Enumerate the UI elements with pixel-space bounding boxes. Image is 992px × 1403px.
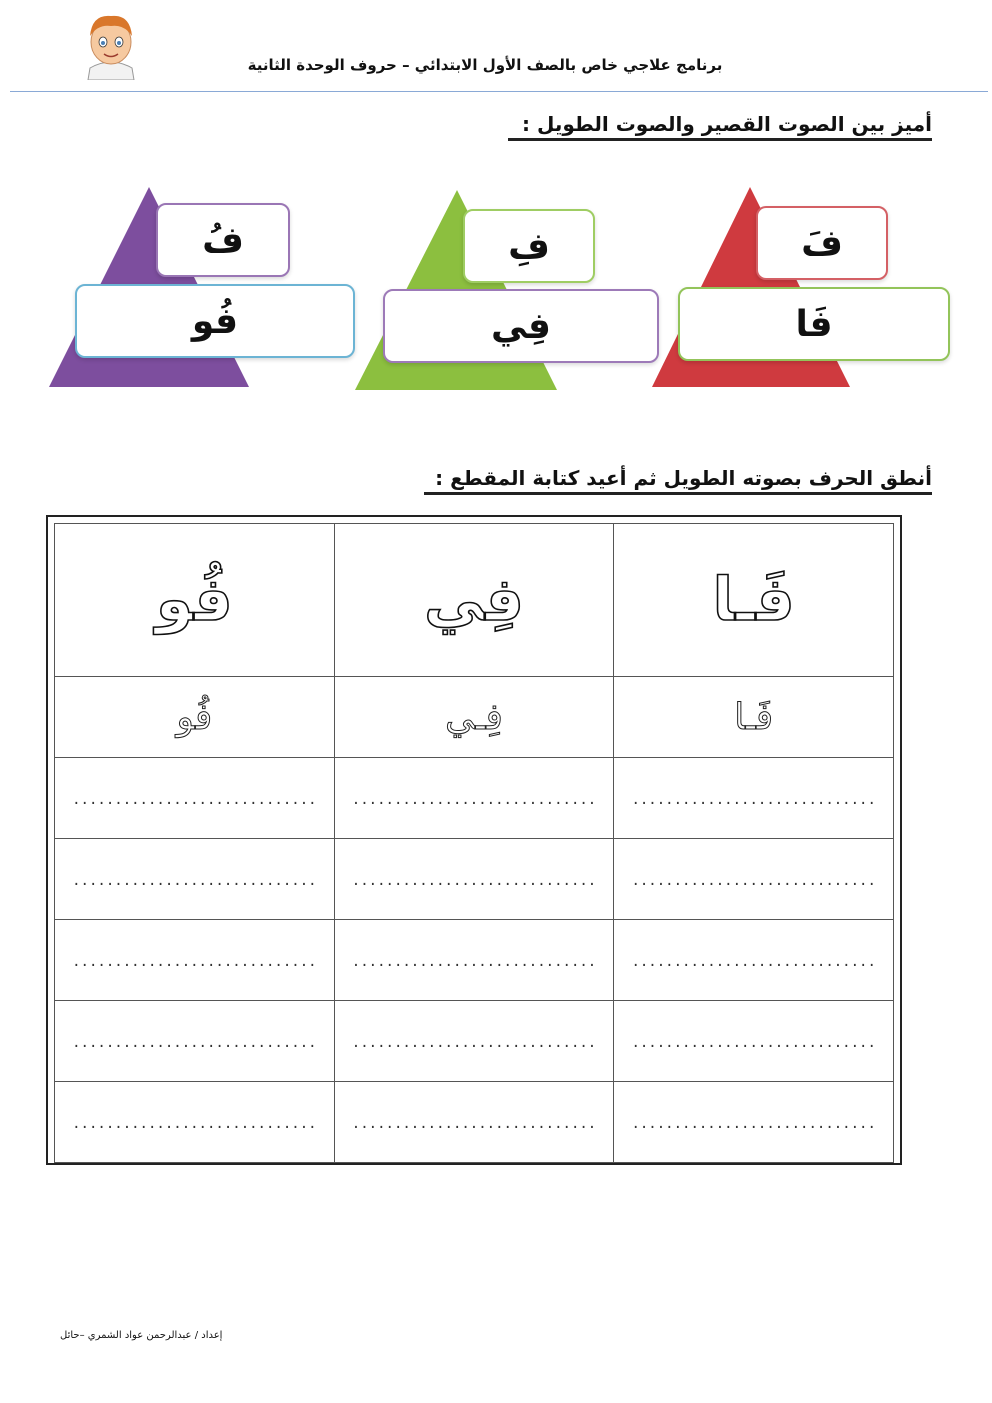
section-title-pronounce-rewrite: أنطق الحرف بصوته الطويل ثم أعيد كتابة المقطع : <box>424 466 932 495</box>
long-sound-label: فِي <box>491 305 551 347</box>
dotted-writing-line: ............................. <box>351 791 597 808</box>
writing-cell[interactable] <box>614 1001 894 1082</box>
table-row <box>55 524 894 677</box>
writing-cell[interactable] <box>614 839 894 920</box>
short-sound-box <box>156 203 290 277</box>
worksheet-header-title: برنامج علاجي خاص بالصف الأول الابتدائي – حروف الوحدة الثانية <box>247 56 723 74</box>
writing-cell[interactable] <box>614 920 894 1001</box>
writing-cell[interactable] <box>334 1001 614 1082</box>
table-row <box>55 1082 894 1163</box>
table-cell <box>334 524 614 677</box>
practice-table-frame <box>46 515 902 1165</box>
writing-cell[interactable] <box>55 839 335 920</box>
dotted-writing-line: ............................. <box>351 872 597 889</box>
short-sound-label: فَ <box>801 222 843 264</box>
dotted-writing-line: ............................. <box>351 1115 597 1132</box>
dotted-writing-line: ............................. <box>351 1034 597 1051</box>
tracing-syllable[interactable]: فِـي <box>445 696 503 738</box>
table-row <box>55 1001 894 1082</box>
short-sound-box <box>756 206 888 280</box>
boy-avatar-icon <box>78 8 144 80</box>
table-row <box>55 839 894 920</box>
dotted-writing-line: ............................. <box>72 1115 317 1132</box>
short-sound-label: فُ <box>202 219 244 261</box>
outlined-syllable: فَـا <box>712 565 795 635</box>
dotted-writing-line: ............................. <box>631 872 876 889</box>
short-sound-box <box>463 209 595 283</box>
writing-cell[interactable] <box>334 758 614 839</box>
writing-cell[interactable] <box>334 920 614 1001</box>
dotted-writing-line: ............................. <box>72 791 317 808</box>
table-row <box>55 677 894 758</box>
dotted-writing-line: ............................. <box>351 953 597 970</box>
dotted-writing-line: ............................. <box>72 953 317 970</box>
dotted-writing-line: ............................. <box>631 953 876 970</box>
short-sound-label: فِ <box>508 225 550 267</box>
outlined-syllable: فُو <box>155 565 233 635</box>
dotted-writing-line: ............................. <box>631 791 876 808</box>
long-sound-label: فُو <box>191 300 239 342</box>
sound-group-fa <box>650 185 950 390</box>
writing-cell[interactable] <box>614 1082 894 1163</box>
practice-table <box>54 523 894 1163</box>
sound-group-fi <box>353 188 658 393</box>
writing-cell[interactable] <box>55 1082 335 1163</box>
writing-cell[interactable] <box>55 758 335 839</box>
table-cell <box>334 677 614 758</box>
long-sound-box <box>678 287 950 361</box>
dotted-writing-line: ............................. <box>72 872 317 889</box>
table-cell <box>55 524 335 677</box>
section-title-distinguish: أميز بين الصوت القصير والصوت الطويل : <box>508 112 932 141</box>
tracing-syllable[interactable]: فَـا <box>734 696 774 738</box>
table-cell <box>614 524 894 677</box>
outlined-syllable: فِي <box>424 565 525 635</box>
dotted-writing-line: ............................. <box>631 1115 876 1132</box>
table-row <box>55 758 894 839</box>
table-row <box>55 920 894 1001</box>
long-sound-box <box>383 289 659 363</box>
table-cell <box>55 677 335 758</box>
long-sound-box <box>75 284 355 358</box>
writing-cell[interactable] <box>334 839 614 920</box>
tracing-syllable[interactable]: فُو <box>176 696 213 738</box>
writing-cell[interactable] <box>55 1001 335 1082</box>
writing-cell[interactable] <box>334 1082 614 1163</box>
writing-cell[interactable] <box>614 758 894 839</box>
sound-group-fu <box>47 185 355 390</box>
author-credit: إعداد / عبدالرحمن عواد الشمري –حائل <box>60 1330 223 1341</box>
table-cell <box>614 677 894 758</box>
writing-cell[interactable] <box>55 920 335 1001</box>
header-divider <box>10 91 988 92</box>
dotted-writing-line: ............................. <box>72 1034 317 1051</box>
dotted-writing-line: ............................. <box>631 1034 876 1051</box>
long-sound-label: فَا <box>795 303 833 345</box>
